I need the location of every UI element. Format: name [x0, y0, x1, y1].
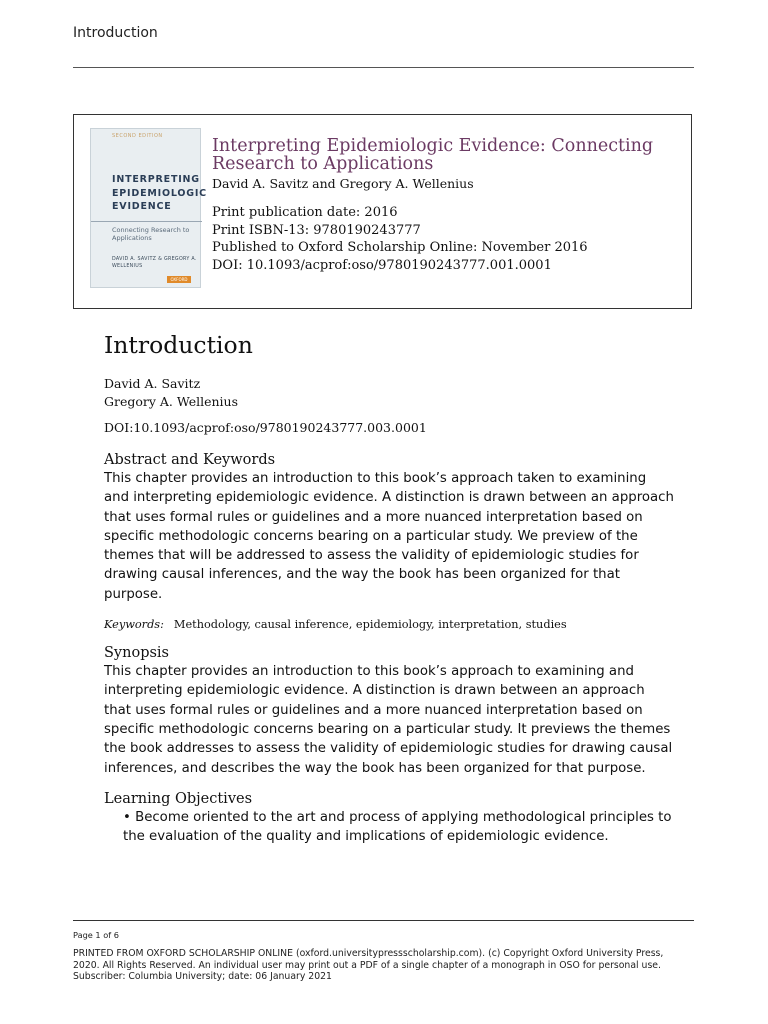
footer-line: 2020. All Rights Reserved. An individual user may print out a PDF of a single chapter of a monograph in OSO for personal use.: [73, 959, 661, 971]
abstract-text: This chapter provides an introduction to this book’s approach taken to examining and interpreting epidemiologic evidence. A distinction is drawn between an approach that uses formal rules or guidelines and a more nuanced interpretation based on specific methodologic concerns bearing on a particular study. We preview of the themes that will be addressed to assess the validity of epidemiologic studies for drawing causal inferences, and the way the book has been organized for that purpose.: [104, 471, 674, 602]
book-info-box: [73, 114, 692, 309]
cover-subtitle: Connecting Research to Applications: [112, 226, 190, 242]
chapter-doi: DOI:10.1093/acprof:oso/9780190243777.003.0001: [104, 420, 427, 435]
book-info: [212, 137, 687, 274]
print-isbn: Print ISBN-13: 9780190243777: [212, 222, 421, 238]
header-rule: [73, 67, 694, 68]
keywords-list: Methodology, causal inference, epidemiology, interpretation, studies: [173, 618, 567, 632]
book-title-link[interactable]: Interpreting Epidemiologic Evidence: Connecting Research to Applications: [212, 136, 654, 174]
book-authors: David A. Savitz and Gregory A. Wellenius: [212, 176, 474, 191]
book-doi: DOI: 10.1093/acprof:oso/9780190243777.001.0001: [212, 257, 552, 273]
chapter-author: Gregory A. Wellenius: [104, 393, 239, 409]
footer-rule: [73, 920, 694, 921]
synopsis-text: This chapter provides an introduction to this book’s approach to examining and interpreting epidemiologic evidence. A distinction is drawn between an approach that uses formal rules or guidelines and a more nuanced interpretation based on specific methodologic concerns bearing on a particular study. It previews the themes the book addresses to assess the validity of epidemiologic studies for drawing causal inferences, and describes the way the book has been organized for that purpose.: [104, 664, 673, 776]
keywords: [104, 618, 674, 632]
learning-objective-item: • Become oriented to the art and process of applying methodological principles to the evaluation of the quality and implications of epidemiologic evidence.: [123, 809, 672, 845]
book-cover-image: [90, 128, 207, 288]
chapter-author: David A. Savitz: [104, 376, 201, 391]
page-number: Page 1 of 6: [73, 930, 119, 940]
synopsis-heading: Synopsis: [104, 645, 169, 662]
cover-divider: [91, 221, 202, 222]
book-meta: [212, 204, 687, 274]
chapter-title: Introduction: [104, 331, 253, 359]
chapter-content: [104, 330, 674, 846]
keywords-label: Keywords:: [104, 618, 164, 632]
footer-line: PRINTED FROM OXFORD SCHOLARSHIP ONLINE (oxford.universitypressscholarship.com). (c) Copyright Oxford University Press,: [73, 948, 664, 959]
learning-objectives-heading: Learning Objectives: [104, 790, 253, 807]
cover-title: INTERPRETING EPIDEMIOLOGIC EVIDENCE: [112, 174, 207, 212]
published-online-date: Published to Oxford Scholarship Online: November 2016: [212, 240, 588, 255]
print-publication-date: Print publication date: 2016: [212, 205, 398, 220]
footer-notice: [73, 948, 703, 983]
cover-publisher-logo: OXFORD: [167, 276, 191, 283]
cover-authors: DAVID A. SAVITZ & GREGORY A. WELLENIUS: [112, 257, 197, 269]
footer-line: Subscriber: Columbia University; date: 06 January 2021: [73, 971, 332, 982]
chapter-authors: [104, 375, 674, 410]
abstract-heading: Abstract and Keywords: [104, 452, 276, 468]
running-head: Introduction: [73, 25, 158, 41]
cover-edition: SECOND EDITION: [112, 133, 163, 139]
